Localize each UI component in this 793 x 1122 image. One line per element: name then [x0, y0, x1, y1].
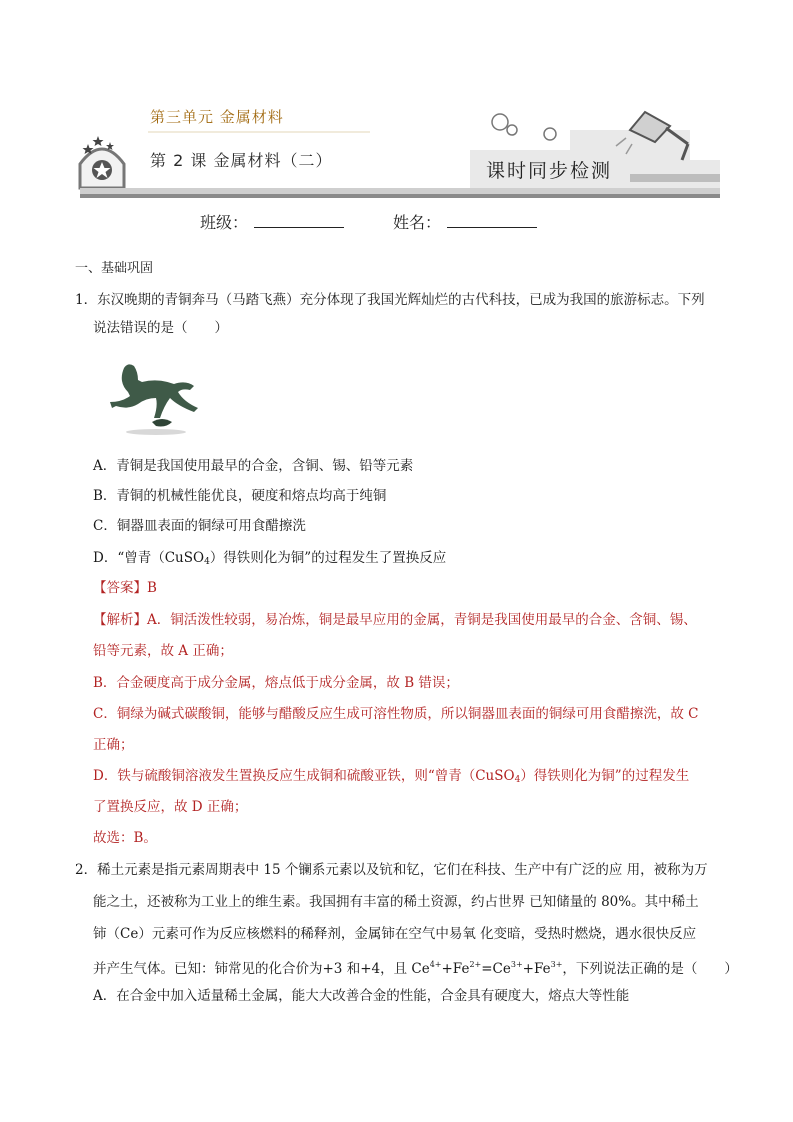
q1-analysis-line2: 铅等元素，故 A 正确； — [93, 643, 233, 659]
q1-stem-line1: 1．东汉晚期的青铜奔马（马踏飞燕）充分体现了我国光辉灿烂的古代科技，已成为我国的旅游标志。下列 — [75, 292, 705, 308]
class-label: 班级： — [200, 213, 249, 232]
q1-analysis-c1: C．铜绿为碱式碳酸铜，能够与醋酸反应生成可溶性物质，所以铜器皿表面的铜绿可用食醋擦洗，故 C — [93, 706, 699, 722]
q1-analysis-d1: D．铁与硫酸铜溶液发生置换反应生成铜和硫酸亚铁，则“曾青（CuSO$_4$）得铁则化为铜”的过程发生 — [93, 768, 690, 785]
section-title: 一、基础巩固 — [75, 261, 154, 276]
class-blank[interactable] — [254, 211, 344, 228]
q2-option-a: A．在合金中加入适量稀土金属，能大大改善合金的性能，合金具有硬度大，熔点大等性能 — [93, 988, 630, 1004]
q1-answer — [93, 578, 157, 598]
unit-title: 第三单元 金属材料 — [150, 108, 284, 126]
lesson-title: 第 2 课 金属材料（二） — [150, 151, 333, 170]
name-field — [393, 210, 537, 233]
bronze-horse-image — [98, 352, 210, 440]
q2-stem-line2: 能之土，还被称为工业上的维生素。我国拥有丰富的稀土资源，约占世界 已知储量的 80%。其中稀土 — [93, 894, 699, 910]
q1-analysis-line1: 【解析】A．铜活泼性较弱，易冶炼，铜是最早应用的金属，青铜是我国使用最早的合金、含铜、锡、 — [93, 612, 697, 628]
q2-stem-line3: 铈（Ce）元素可作为反应核燃料的稀释剂，金属铈在空气中易氧 化变暗，受热时燃烧，遇水很快反应 — [93, 926, 697, 942]
q1-analysis-b: B．合金硬度高于成分金属，熔点低于成分金属，故 B 错误； — [93, 675, 459, 691]
name-blank[interactable] — [447, 211, 537, 228]
q1-option-a: A．青铜是我国使用最早的合金，含铜、锡、铅等元素 — [93, 458, 414, 474]
q1-option-d: D．“曾青（CuSO$_4$）得铁则化为铜”的过程发生了置换反应 — [93, 550, 447, 567]
q2-stem-line1: 2．稀土元素是指元素周期表中 15 个镧系元素以及钪和钇，它们在科技、生产中有广泛的应 用，被称为万 — [75, 862, 708, 878]
banner-title: 课时同步检测 — [486, 160, 613, 182]
q1-analysis-c2: 正确； — [93, 737, 134, 753]
q1-option-b: B．青铜的机械性能优良，硬度和熔点均高于纯铜 — [93, 488, 387, 504]
name-label: 姓名： — [393, 213, 442, 232]
class-field — [200, 210, 344, 233]
q1-analysis-d2: 了置换反应，故 D 正确； — [93, 799, 248, 815]
analysis-label: 【解析】 — [93, 612, 147, 628]
answer-label: 【答案】 — [93, 580, 147, 596]
answer-value: B — [147, 580, 157, 596]
q1-stem-line2: 说法错误的是（ ） — [93, 320, 228, 336]
q1-option-c: C．铜器皿表面的铜绿可用食醋擦洗 — [93, 518, 306, 534]
q2-stem-line4: 并产生气体。已知：铈常见的化合价为+3 和+4，且 $Ce^{4+}+Fe^{2+}=Ce^{3+}+Fe^{3+}$，下列说法正确的是（ ） — [93, 960, 738, 977]
q1-conclusion: 故选：B。 — [93, 830, 157, 846]
star-badge-icon — [80, 136, 124, 188]
